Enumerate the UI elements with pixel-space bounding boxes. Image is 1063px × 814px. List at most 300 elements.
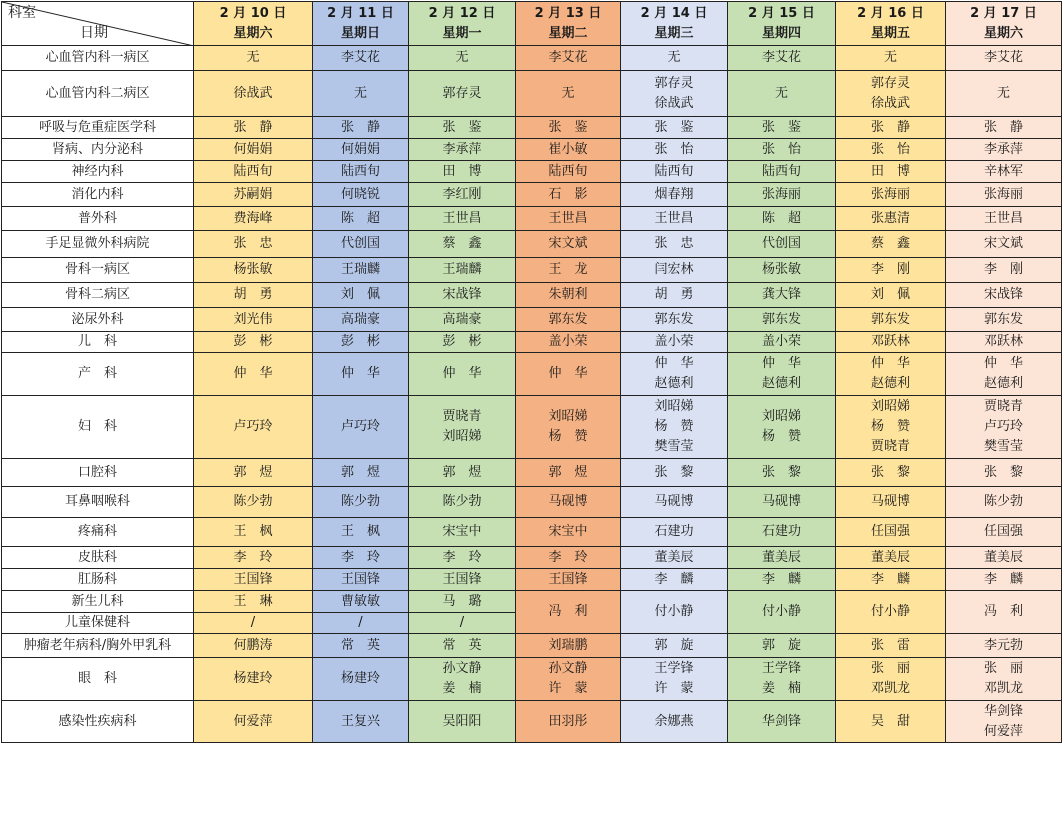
duty-cell bbox=[621, 701, 728, 743]
duty-cell bbox=[728, 161, 836, 183]
doctor-name: 付小静 bbox=[870, 604, 910, 619]
duty-cell bbox=[946, 634, 1062, 658]
doctor-name: 李 麟 bbox=[654, 571, 694, 587]
doctor-name: 无 bbox=[774, 85, 788, 101]
duty-cell bbox=[946, 487, 1062, 518]
doctor-name: 吴 甜 bbox=[870, 713, 910, 729]
day-header bbox=[194, 2, 313, 46]
department-name: 儿 科 bbox=[2, 332, 194, 353]
doctor-name: 姜 楠 bbox=[442, 681, 482, 696]
duty-cell bbox=[313, 258, 409, 283]
department-name: 神经内科 bbox=[2, 161, 194, 183]
duty-cell bbox=[621, 591, 728, 634]
doctor-name: 马 璐 bbox=[442, 593, 482, 609]
duty-cell bbox=[313, 613, 409, 634]
duty-cell bbox=[516, 396, 621, 459]
schedule-row bbox=[2, 353, 1062, 396]
doctor-name: 贾晓青 bbox=[983, 399, 1023, 414]
doctor-name: 代创国 bbox=[761, 236, 801, 251]
doctor-name: 蔡 鑫 bbox=[870, 236, 910, 251]
doctor-name: 李 玲 bbox=[340, 549, 380, 565]
doctor-name: 宋文斌 bbox=[983, 236, 1023, 251]
doctor-name: 张 怡 bbox=[870, 141, 910, 157]
duty-cell bbox=[946, 701, 1062, 743]
schedule-row bbox=[2, 207, 1062, 231]
doctor-name: 何爱萍 bbox=[983, 723, 1023, 739]
duty-cell bbox=[313, 396, 409, 459]
duty-cell bbox=[728, 139, 836, 161]
duty-cell bbox=[313, 701, 409, 743]
doctor-name: 高瑞豪 bbox=[340, 311, 380, 327]
doctor-name: 陈 超 bbox=[340, 210, 380, 226]
duty-cell bbox=[621, 46, 728, 71]
doctor-name: 蔡 鑫 bbox=[442, 236, 482, 251]
duty-cell bbox=[313, 71, 409, 117]
duty-cell bbox=[836, 308, 946, 332]
duty-cell bbox=[516, 117, 621, 139]
department-name: 消化内科 bbox=[2, 183, 194, 207]
department-name: 妇 科 bbox=[2, 396, 194, 459]
doctor-name: 王世昌 bbox=[548, 210, 588, 226]
doctor-name: 刘昭娣 bbox=[870, 399, 910, 414]
doctor-name: 常 英 bbox=[340, 637, 380, 653]
duty-cell bbox=[836, 658, 946, 701]
doctor-name: 卢巧玲 bbox=[233, 419, 273, 434]
doctor-name: 李艾花 bbox=[340, 50, 380, 65]
duty-cell bbox=[194, 46, 313, 71]
doctor-name: 王世昌 bbox=[442, 210, 482, 226]
department-name: 口腔科 bbox=[2, 459, 194, 487]
duty-cell bbox=[946, 518, 1062, 547]
doctor-name: 李 麟 bbox=[983, 571, 1023, 587]
doctor-name: 宋宝中 bbox=[548, 524, 588, 539]
doctor-name: 李艾花 bbox=[983, 50, 1023, 65]
duty-cell bbox=[313, 487, 409, 518]
doctor-name: 苏嗣娟 bbox=[233, 186, 273, 202]
doctor-name: 赵德利 bbox=[654, 376, 694, 391]
duty-cell bbox=[621, 658, 728, 701]
duty-cell bbox=[409, 161, 516, 183]
doctor-name: 邓跃林 bbox=[870, 334, 910, 349]
duty-cell bbox=[621, 139, 728, 161]
duty-cell bbox=[728, 591, 836, 634]
doctor-name: 刘昭娣 bbox=[654, 399, 694, 414]
duty-cell bbox=[516, 701, 621, 743]
doctor-name: 付小静 bbox=[654, 604, 694, 619]
duty-cell bbox=[946, 258, 1062, 283]
duty-cell bbox=[836, 207, 946, 231]
doctor-name: 郭存灵 bbox=[870, 75, 910, 91]
day-date: 2 月 14 日 bbox=[640, 5, 708, 21]
schedule-row bbox=[2, 71, 1062, 117]
doctor-name: 仲 华 bbox=[548, 366, 588, 381]
doctor-name: 王国锋 bbox=[233, 571, 273, 587]
department-name: 疼痛科 bbox=[2, 518, 194, 547]
day-header bbox=[409, 2, 516, 46]
duty-cell bbox=[946, 283, 1062, 308]
duty-cell bbox=[836, 71, 946, 117]
duty-cell bbox=[194, 518, 313, 547]
doctor-name: 冯 利 bbox=[983, 604, 1023, 619]
doctor-name: 张 鉴 bbox=[654, 119, 694, 135]
doctor-name: 杨张敏 bbox=[233, 262, 273, 277]
department-name: 肾病、内分泌科 bbox=[2, 139, 194, 161]
duty-cell bbox=[946, 332, 1062, 353]
duty-cell bbox=[313, 591, 409, 613]
doctor-name: 仲 华 bbox=[761, 356, 801, 371]
duty-cell bbox=[836, 117, 946, 139]
duty-cell bbox=[728, 207, 836, 231]
duty-cell bbox=[621, 332, 728, 353]
duty-cell bbox=[409, 518, 516, 547]
doctor-name: 何爱萍 bbox=[233, 713, 273, 729]
doctor-name: 马砚博 bbox=[761, 494, 801, 509]
duty-cell bbox=[836, 139, 946, 161]
schedule-row bbox=[2, 459, 1062, 487]
doctor-name: 何晓锐 bbox=[340, 186, 380, 202]
doctor-name: 郭存灵 bbox=[654, 75, 694, 91]
doctor-name: 陈少勃 bbox=[233, 494, 273, 509]
day-header bbox=[946, 2, 1062, 46]
duty-cell bbox=[194, 613, 313, 634]
duty-cell bbox=[946, 353, 1062, 396]
duty-cell bbox=[836, 231, 946, 258]
duty-cell bbox=[409, 117, 516, 139]
doctor-name: 无 bbox=[667, 50, 681, 65]
doctor-name: 冯 利 bbox=[548, 604, 588, 619]
doctor-name: 徐战武 bbox=[233, 85, 273, 101]
doctor-name: 刘昭娣 bbox=[761, 409, 801, 424]
doctor-name: 王国锋 bbox=[548, 571, 588, 587]
duty-cell bbox=[313, 139, 409, 161]
doctor-name: 付小静 bbox=[761, 604, 801, 619]
doctor-name: 无 bbox=[996, 85, 1010, 101]
doctor-name: 刘 佩 bbox=[870, 287, 910, 302]
doctor-name: 李 刚 bbox=[870, 262, 910, 277]
department-name: 心血管内科二病区 bbox=[2, 71, 194, 117]
doctor-name: 邓跃林 bbox=[983, 334, 1023, 349]
day-date: 2 月 15 日 bbox=[748, 5, 815, 21]
doctor-name: 王世昌 bbox=[654, 210, 694, 226]
doctor-name: 余娜燕 bbox=[654, 713, 694, 729]
duty-cell bbox=[409, 569, 516, 591]
duty-cell bbox=[409, 139, 516, 161]
doctor-name: 邓凯龙 bbox=[870, 681, 910, 696]
duty-cell bbox=[728, 658, 836, 701]
duty-cell bbox=[516, 71, 621, 117]
duty-cell bbox=[728, 231, 836, 258]
doctor-name: 盖小荣 bbox=[761, 334, 801, 349]
duty-cell bbox=[621, 258, 728, 283]
duty-cell bbox=[621, 569, 728, 591]
duty-cell bbox=[194, 701, 313, 743]
doctor-name: 张 黎 bbox=[870, 464, 910, 480]
department-name: 皮肤科 bbox=[2, 547, 194, 569]
duty-cell bbox=[313, 183, 409, 207]
duty-cell bbox=[409, 613, 516, 634]
day-weekday: 星期一 bbox=[442, 25, 482, 41]
duty-cell bbox=[409, 658, 516, 701]
duty-cell bbox=[409, 547, 516, 569]
doctor-name: 张 丽 bbox=[983, 661, 1023, 676]
doctor-name: 王国锋 bbox=[442, 571, 482, 587]
schedule-row bbox=[2, 634, 1062, 658]
day-weekday: 星期日 bbox=[340, 25, 380, 41]
doctor-name: 杨 赞 bbox=[761, 429, 801, 444]
duty-cell bbox=[621, 487, 728, 518]
department-name: 眼 科 bbox=[2, 658, 194, 701]
duty-cell bbox=[409, 701, 516, 743]
duty-cell bbox=[728, 634, 836, 658]
doctor-name: 张 静 bbox=[340, 119, 380, 135]
doctor-name: 陆西旬 bbox=[761, 163, 801, 179]
duty-cell bbox=[621, 353, 728, 396]
doctor-name: 郭 煜 bbox=[340, 464, 380, 480]
doctor-name: 李承萍 bbox=[983, 141, 1023, 157]
doctor-name: 盖小荣 bbox=[654, 334, 694, 349]
day-weekday: 星期四 bbox=[761, 25, 801, 41]
doctor-name: 李红刚 bbox=[442, 186, 482, 202]
department-name: 感染性疾病科 bbox=[2, 701, 194, 743]
duty-cell bbox=[313, 308, 409, 332]
duty-cell bbox=[621, 283, 728, 308]
duty-cell bbox=[313, 518, 409, 547]
doctor-name: 马砚博 bbox=[654, 494, 694, 509]
doctor-name: 吴阳阳 bbox=[442, 713, 482, 729]
duty-cell bbox=[194, 258, 313, 283]
duty-cell bbox=[728, 569, 836, 591]
duty-cell bbox=[836, 591, 946, 634]
duty-cell bbox=[621, 183, 728, 207]
doctor-name: 宋战锋 bbox=[983, 287, 1023, 302]
duty-cell bbox=[728, 332, 836, 353]
schedule-row bbox=[2, 518, 1062, 547]
duty-cell bbox=[836, 459, 946, 487]
schedule-row bbox=[2, 396, 1062, 459]
schedule-row bbox=[2, 569, 1062, 591]
doctor-name: 董美辰 bbox=[654, 549, 694, 565]
doctor-name: 李元勃 bbox=[983, 637, 1023, 653]
duty-cell bbox=[516, 183, 621, 207]
doctor-name: 华剑锋 bbox=[983, 703, 1023, 719]
department-name: 普外科 bbox=[2, 207, 194, 231]
corner-header bbox=[2, 2, 194, 46]
doctor-name: 李 麟 bbox=[870, 571, 910, 587]
day-date: 2 月 17 日 bbox=[970, 5, 1037, 21]
doctor-name: 郭 煜 bbox=[233, 464, 273, 480]
duty-cell bbox=[728, 487, 836, 518]
doctor-name: 王瑞麟 bbox=[340, 262, 380, 277]
duty-cell bbox=[621, 207, 728, 231]
duty-cell bbox=[836, 283, 946, 308]
schedule-row bbox=[2, 283, 1062, 308]
doctor-name: 陈 超 bbox=[761, 210, 801, 226]
doctor-name: 辛林军 bbox=[983, 163, 1023, 179]
doctor-name: 张海丽 bbox=[983, 186, 1023, 202]
doctor-name: 李 麟 bbox=[761, 571, 801, 587]
duty-cell bbox=[728, 46, 836, 71]
doctor-name: 张 鉴 bbox=[548, 119, 588, 135]
doctor-name: 崔小敏 bbox=[548, 141, 588, 157]
doctor-name: 徐战武 bbox=[870, 95, 910, 111]
doctor-name: 卢巧玲 bbox=[983, 419, 1023, 434]
day-date: 2 月 13 日 bbox=[534, 5, 602, 21]
day-weekday: 星期三 bbox=[654, 25, 694, 41]
duty-cell bbox=[409, 487, 516, 518]
doctor-name: 无 bbox=[246, 50, 260, 65]
duty-cell bbox=[409, 258, 516, 283]
duty-cell bbox=[516, 46, 621, 71]
doctor-name: 杨建玲 bbox=[340, 671, 380, 686]
duty-cell bbox=[409, 332, 516, 353]
doctor-name: 张 黎 bbox=[983, 464, 1023, 480]
day-weekday: 星期六 bbox=[983, 25, 1023, 41]
duty-cell bbox=[516, 658, 621, 701]
doctor-name: 仲 华 bbox=[654, 356, 694, 371]
duty-cell bbox=[516, 569, 621, 591]
duty-cell bbox=[621, 518, 728, 547]
doctor-name: 王 龙 bbox=[548, 262, 588, 277]
duty-cell bbox=[621, 231, 728, 258]
department-name: 骨科一病区 bbox=[2, 258, 194, 283]
duty-cell bbox=[516, 634, 621, 658]
duty-cell bbox=[516, 308, 621, 332]
duty-cell bbox=[946, 396, 1062, 459]
duty-cell bbox=[946, 117, 1062, 139]
doctor-name: 杨张敏 bbox=[761, 262, 801, 277]
doctor-name: 张 丽 bbox=[870, 661, 910, 676]
header-row bbox=[2, 2, 1062, 46]
department-name: 手足显微外科病院 bbox=[2, 231, 194, 258]
duty-cell bbox=[516, 283, 621, 308]
duty-cell bbox=[516, 161, 621, 183]
doctor-name: 宋战锋 bbox=[442, 287, 482, 302]
duty-cell bbox=[516, 258, 621, 283]
schedule-row bbox=[2, 547, 1062, 569]
day-date: 2 月 16 日 bbox=[857, 5, 924, 21]
duty-cell bbox=[621, 396, 728, 459]
schedule-row bbox=[2, 231, 1062, 258]
duty-cell bbox=[313, 332, 409, 353]
doctor-name: / bbox=[358, 615, 363, 630]
doctor-name: 赵德利 bbox=[870, 376, 910, 391]
duty-cell bbox=[194, 459, 313, 487]
duty-cell bbox=[409, 634, 516, 658]
day-header bbox=[516, 2, 621, 46]
duty-cell bbox=[313, 658, 409, 701]
doctor-name: 马砚博 bbox=[870, 494, 910, 509]
department-name: 心血管内科一病区 bbox=[2, 46, 194, 71]
duty-cell bbox=[194, 353, 313, 396]
duty-cell bbox=[946, 591, 1062, 634]
doctor-name: 何娟娟 bbox=[340, 141, 380, 157]
doctor-name: 卢巧玲 bbox=[340, 419, 380, 434]
doctor-name: 朱朝利 bbox=[548, 287, 588, 302]
duty-cell bbox=[409, 353, 516, 396]
doctor-name: 刘 佩 bbox=[340, 287, 380, 302]
duty-cell bbox=[836, 258, 946, 283]
doctor-name: 石 影 bbox=[548, 186, 588, 202]
department-name: 泌尿外科 bbox=[2, 308, 194, 332]
doctor-name: 李 玲 bbox=[442, 549, 482, 565]
duty-cell bbox=[946, 658, 1062, 701]
corner-date-label: 日期 bbox=[80, 25, 108, 41]
doctor-name: 陈少勃 bbox=[442, 494, 482, 509]
doctor-name: 赵德利 bbox=[983, 376, 1023, 391]
doctor-name: 何娟娟 bbox=[233, 141, 273, 157]
department-name: 产 科 bbox=[2, 353, 194, 396]
duty-cell bbox=[194, 658, 313, 701]
doctor-name: 宋文斌 bbox=[548, 236, 588, 251]
duty-cell bbox=[194, 71, 313, 117]
day-date: 2 月 12 日 bbox=[428, 5, 496, 21]
duty-cell bbox=[313, 231, 409, 258]
doctor-name: 胡 勇 bbox=[233, 287, 273, 302]
doctor-name: 张 忠 bbox=[654, 236, 694, 251]
duty-cell bbox=[313, 353, 409, 396]
doctor-name: 李承萍 bbox=[442, 141, 482, 157]
duty-cell bbox=[194, 231, 313, 258]
doctor-name: 无 bbox=[561, 85, 575, 101]
doctor-name: 仲 华 bbox=[983, 356, 1023, 371]
duty-cell bbox=[946, 547, 1062, 569]
doctor-name: 盖小荣 bbox=[548, 334, 588, 349]
doctor-name: 陆西旬 bbox=[548, 163, 588, 179]
doctor-name: 王 枫 bbox=[233, 524, 273, 539]
doctor-name: 董美辰 bbox=[983, 549, 1023, 565]
duty-cell bbox=[621, 459, 728, 487]
doctor-name: 胡 勇 bbox=[654, 287, 694, 302]
doctor-name: 田羽彤 bbox=[548, 713, 588, 729]
doctor-name: 张海丽 bbox=[761, 186, 801, 202]
doctor-name: 无 bbox=[353, 85, 367, 101]
duty-cell bbox=[194, 308, 313, 332]
doctor-name: 张 鉴 bbox=[442, 119, 482, 135]
doctor-name: 仲 华 bbox=[442, 366, 482, 381]
schedule-row bbox=[2, 117, 1062, 139]
doctor-name: 张 黎 bbox=[761, 464, 801, 480]
doctor-name: 王学锋 bbox=[654, 661, 694, 676]
doctor-name: 李艾花 bbox=[761, 50, 801, 65]
doctor-name: 任国强 bbox=[870, 524, 910, 539]
doctor-name: 杨 赞 bbox=[548, 429, 588, 444]
doctor-name: 王世昌 bbox=[983, 210, 1023, 226]
day-header bbox=[836, 2, 946, 46]
duty-cell bbox=[728, 71, 836, 117]
doctor-name: 郭东发 bbox=[654, 311, 694, 327]
duty-cell bbox=[194, 161, 313, 183]
doctor-name: 刘瑞鹏 bbox=[548, 637, 588, 653]
schedule-row bbox=[2, 183, 1062, 207]
duty-cell bbox=[728, 547, 836, 569]
doctor-name: 郭东发 bbox=[983, 311, 1023, 327]
duty-cell bbox=[194, 183, 313, 207]
duty-cell bbox=[621, 71, 728, 117]
doctor-name: 张 雷 bbox=[870, 637, 910, 653]
doctor-name: 无 bbox=[455, 50, 469, 65]
department-name: 呼吸与危重症医学科 bbox=[2, 117, 194, 139]
doctor-name: 徐战武 bbox=[654, 95, 694, 111]
doctor-name: 李 玲 bbox=[233, 549, 273, 565]
duty-cell bbox=[728, 396, 836, 459]
day-date: 2 月 11 日 bbox=[327, 5, 394, 21]
doctor-name: 李 刚 bbox=[983, 262, 1023, 277]
duty-cell bbox=[946, 207, 1062, 231]
day-header bbox=[728, 2, 836, 46]
duty-cell bbox=[621, 117, 728, 139]
duty-cell bbox=[516, 353, 621, 396]
doctor-name: 曹敏敏 bbox=[340, 593, 380, 609]
